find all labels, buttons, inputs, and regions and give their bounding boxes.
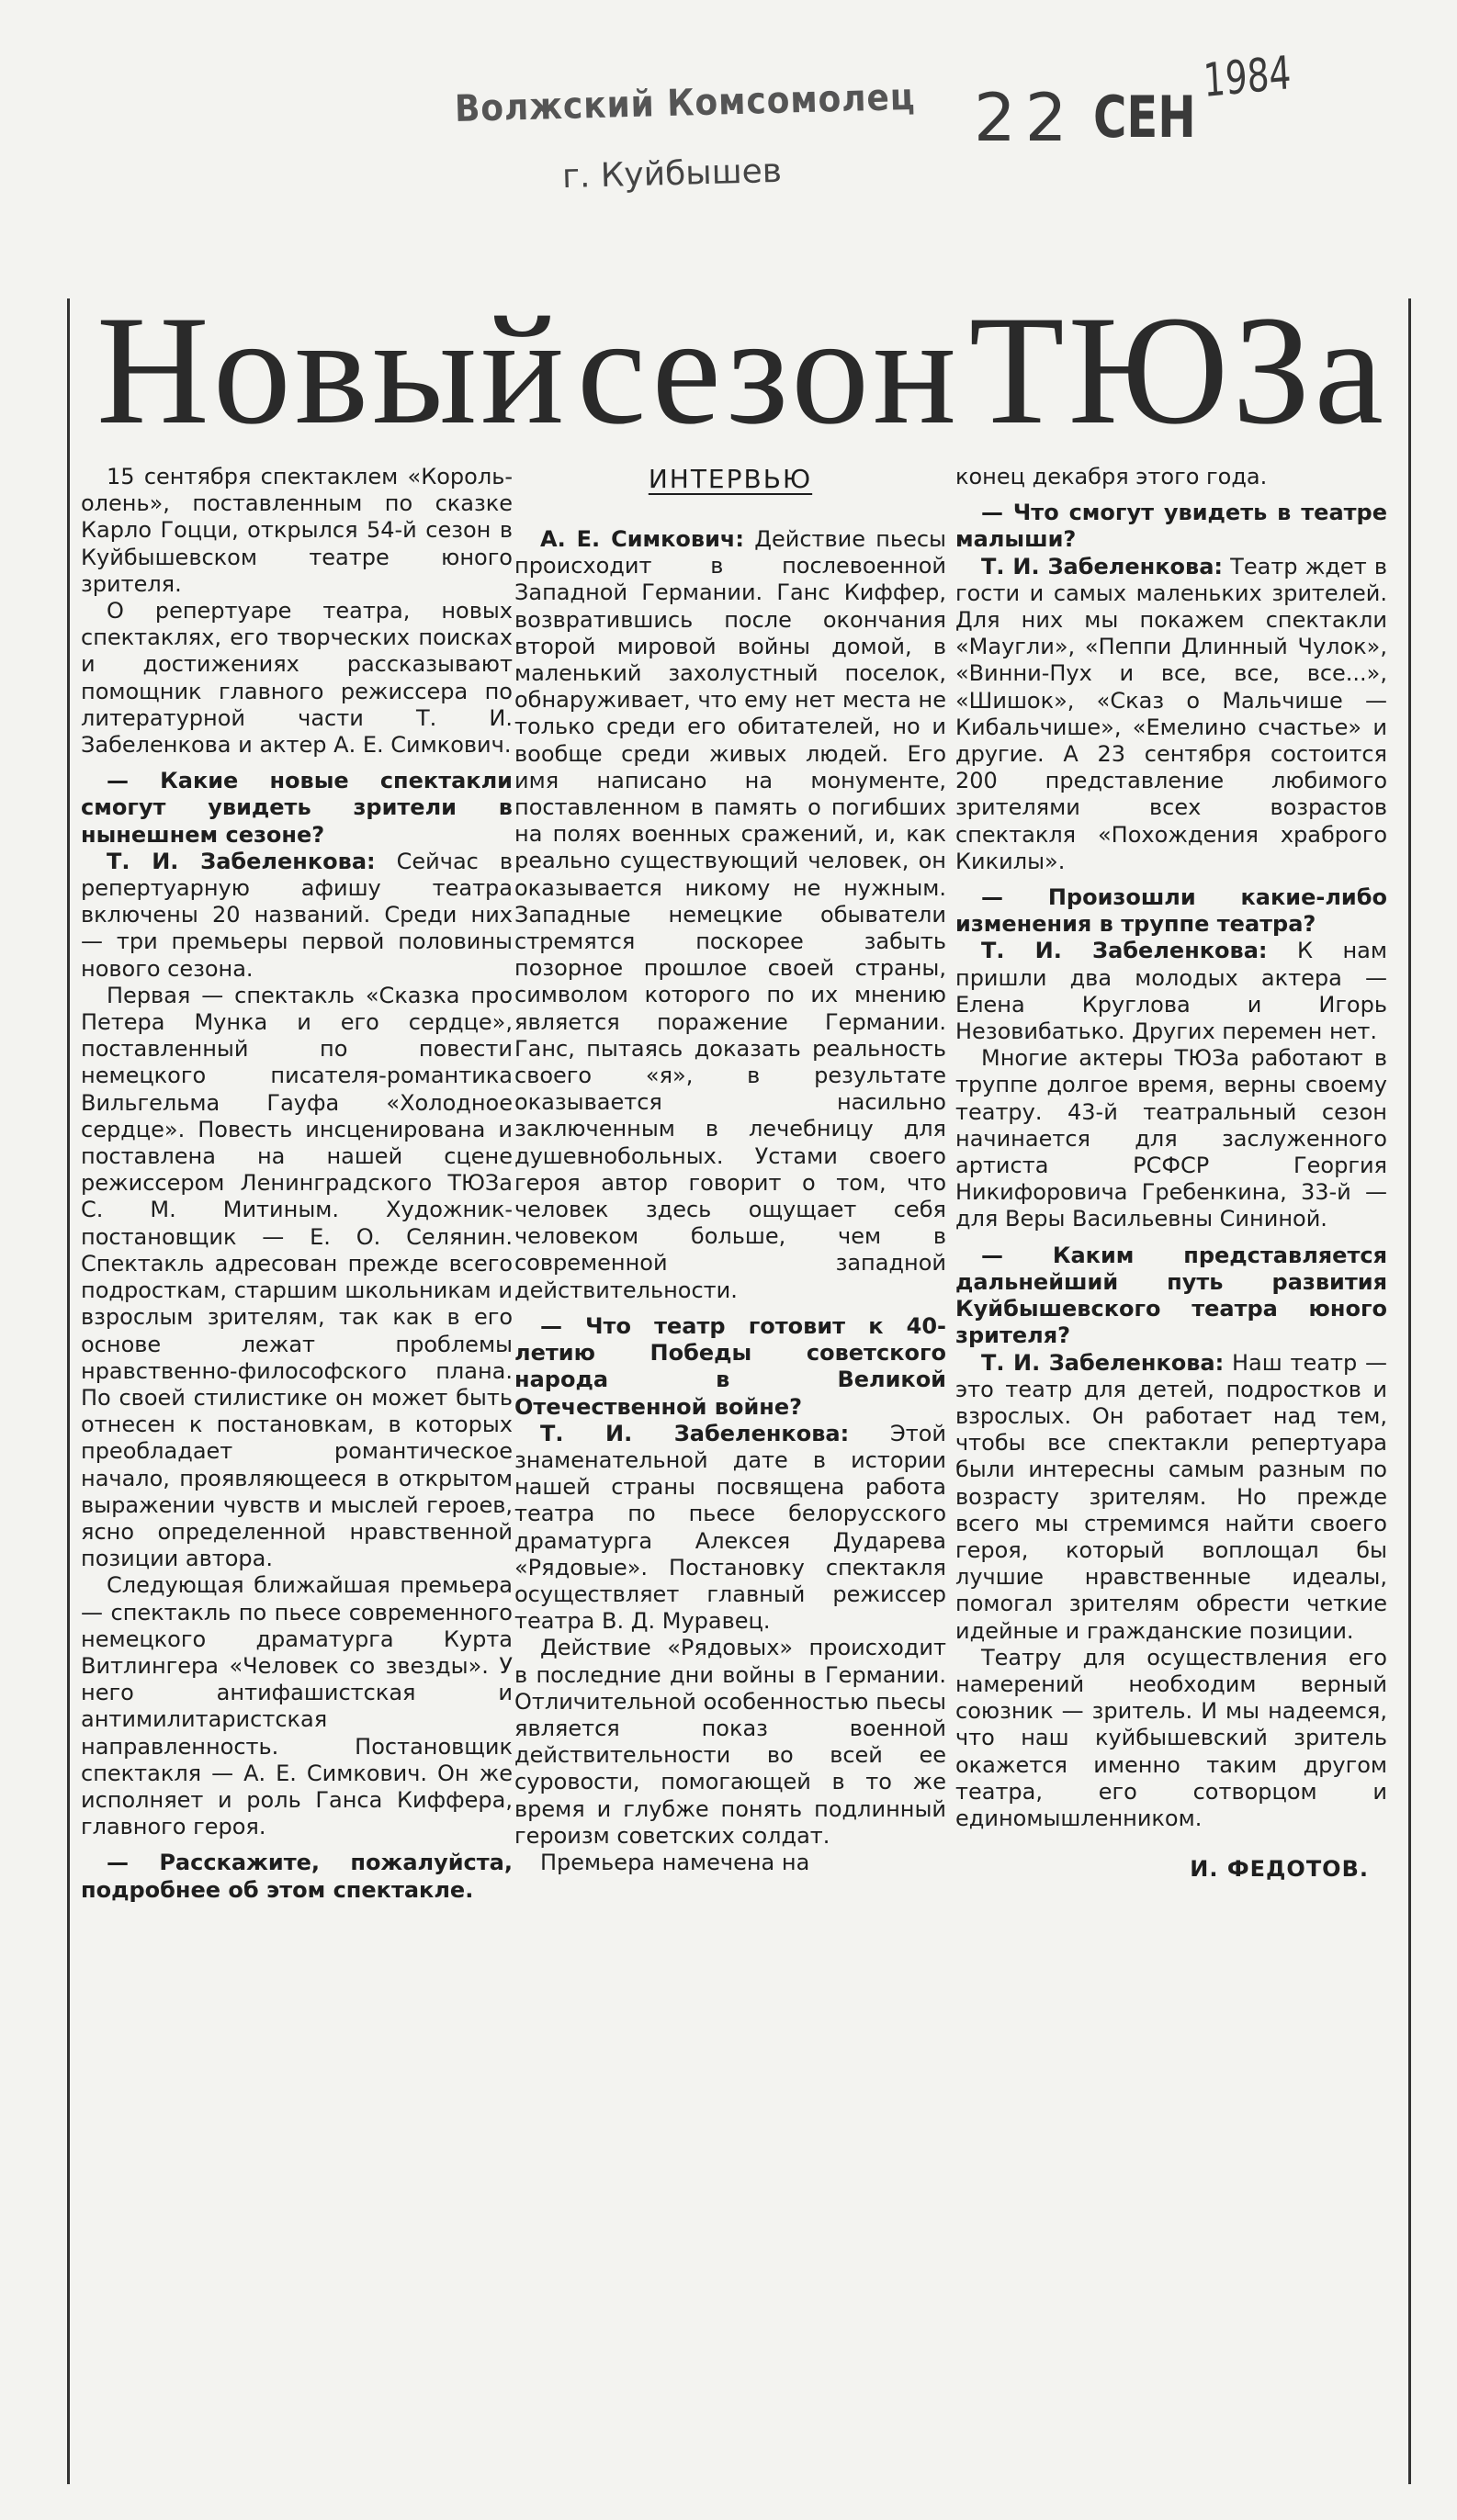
paragraph-text: конец декабря этого года. bbox=[955, 464, 1268, 489]
interview-question bbox=[81, 1850, 513, 1903]
paragraph-text: Сейчас в репертуарную афишу театра включены 20 названий. Среди них — три премьеры первой половины нового сезона. bbox=[81, 848, 513, 982]
paragraph-text: Премьера намечена на bbox=[540, 1849, 810, 1875]
paragraph-text: — Что театр готовит к 40-летию Победы советского народа в Великой Отечественной войне? bbox=[514, 1312, 946, 1420]
left-column-rule bbox=[67, 298, 70, 2484]
article-paragraph bbox=[81, 464, 513, 598]
paragraph-text: — Произошли какие-либо изменения в труппе театра? bbox=[955, 884, 1387, 938]
paragraph-text: Следующая ближайшая премьера — спектакль по пьесе современного немецкого драматурга Курта Витлингера «Человек со звезды». У него антифашистская и антимилитаристская направленность. Постановщик спектакля — А. Е. Симкович. Он же исполняет и роль Ганса Киффера, главного героя. bbox=[81, 1572, 513, 1840]
stamp-newspaper-name: Волжский Комсомолец bbox=[454, 75, 916, 130]
paragraph-text: — Расскажите, пожалуйста, подробнее об этом спектакле. bbox=[81, 1850, 513, 1903]
interview-question bbox=[955, 1243, 1387, 1350]
paragraph-text: Первая — спектакль «Сказка про Петера Мунка и его сердце», поставленный по повести немецкого писателя-романтика Вильгельма Гауфа «Холодное сердце». Повесть инсценирована и поставлена на нашей сцене режиссером Ленинградского ТЮЗа С. М. Митиным. Художник-постановщик — Е. О. Селянин. Спектакль адресован прежде всего подросткам, старшим школьникам и взрослым зрителям, так как в его основе лежат проблемы нравственно-философского плана. По своей стилистике он может быть отнесен к постановкам, в которых преобладает романтическое начало, проявляющееся в открытом выражении чувств и мыслей героев, ясно определенной нравственной позиции автора. bbox=[81, 982, 513, 1572]
article-paragraph bbox=[955, 464, 1387, 490]
paragraph-text: — Каким представляется дальнейший путь развития Куйбышевского театра юного зрителя? bbox=[955, 1242, 1387, 1349]
interview-question bbox=[514, 1313, 946, 1421]
paragraph-text: Этой знаменательной дате в истории нашей страны посвящена работа театра по пьесе белорусского драматурга Алексея Дударева «Рядовые». Постановку спектакля осуществляет главный режиссер театра В. Д. Муравец. bbox=[514, 1420, 946, 1635]
stamp-city: г. Куйбышев bbox=[561, 152, 783, 197]
speaker-name: Т. И. Забеленкова: bbox=[981, 553, 1223, 579]
paragraph-text: Театр ждет в гости и самых маленьких зрителей. Для них мы покажем спектакли «Маугли», «Пеппи Длинный Чулок», «Винни-Пух и все, все, все...», «Шишок», «Сказ о Мальчише — Кибальчише», «Емелино счастье» и другие. А 23 сентября состоится 200 представление любимого зрителями всех возрастов спектакля «Похождения храброго Кикилы». bbox=[955, 553, 1387, 874]
speaker-name: Т. И. Забеленкова: bbox=[981, 1349, 1225, 1376]
speaker-name: Т. И. Забеленкова: bbox=[107, 848, 376, 874]
paragraph-text: Действие «Рядовых» происходит в последние дни войны в Германии. Отличительной особенностью пьесы является показ военной действительности во всей ее суровости, помогающей в то же время и глубже понять подлинный героизм советских солдат. bbox=[514, 1635, 946, 1849]
article-paragraph bbox=[955, 1045, 1387, 1232]
headline-word: ТЮЗа bbox=[968, 284, 1387, 456]
stamp-day: 22 bbox=[974, 79, 1077, 156]
interview-question bbox=[955, 500, 1387, 553]
paragraph-text: Многие актеры ТЮЗа работают в труппе долгое время, верны своему театру. 43-й театральный сезон начинается для заслуженного артиста РСФСР Георгия Никифоровича Гребенкина, 33-й — для Веры Васильевны Сининой. bbox=[955, 1045, 1387, 1232]
article-paragraph bbox=[514, 1850, 946, 1876]
paragraph-text: Действие пьесы происходит в послевоенной Западной Германии. Ганс Киффер, возвратившись после окончания второй мировой войны домой, в маленький захолустный поселок, обнаруживает, что ему нет места не только среди его обитателей, но и вообще среди живых людей. Его имя написано на монументе, поставленном в память о погибших на полях военных сражений, и, как реально существующий человек, он оказывается никому не нужным. Западные немецкие обыватели стремятся поскорее забыть позорное прошлое своей страны, символом которого по их мнению является поражение Германии. Ганс, пытаясь доказать реальность своего «я», в результате оказывается насильно заключенным в лечебницу для душевнобольных. Устами своего героя автор говорит о том, что человек здесь ощущает себя человеком больше, чем в современной западной действительности. bbox=[514, 526, 946, 1303]
paragraph-text: Наш театр — это театр для детей, подростков и взрослых. Он работает над тем, чтобы все спектакли репертуара были интересны самым разным по возрасту зрителям. Но прежде всего мы стремимся найти своего героя, который воплощал бы лучшие нравственные идеалы, помогал зрителям обрести четкие идейные и гражданские позиции. bbox=[955, 1349, 1387, 1644]
article-column-1 bbox=[81, 464, 513, 1904]
article-paragraph bbox=[514, 1421, 946, 1636]
stamp-year: 1984 bbox=[1202, 46, 1293, 107]
paragraph-text: 15 сентября спектаклем «Король-олень», поставленным по сказке Карло Гоцци, открылся 54-й сезон в Куйбышевском театре юного зрителя. bbox=[81, 464, 513, 597]
article-paragraph bbox=[514, 1635, 946, 1850]
right-column-rule bbox=[1408, 298, 1411, 2484]
speaker-name: А. Е. Симкович: bbox=[540, 526, 744, 552]
article-paragraph bbox=[955, 1645, 1387, 1832]
speaker-name: Т. И. Забеленкова: bbox=[540, 1420, 850, 1446]
interview-question bbox=[81, 768, 513, 849]
article-paragraph bbox=[81, 1572, 513, 1840]
article-paragraph bbox=[955, 554, 1387, 875]
author-signature: И. ФЕДОТОВ. bbox=[1190, 1856, 1369, 1883]
paragraph-text: Театру для осуществления его намерений необходим верный союзник — зритель. И мы надеемся, что наш куйбышевский зритель окажется именно таким другом театра, его сотворцом и единомышленником. bbox=[955, 1644, 1387, 1831]
article-headline bbox=[96, 284, 1387, 456]
rubric-label: ИНТЕРВЬЮ bbox=[648, 464, 813, 494]
paragraph-text: К нам пришли два молодых актера — Елена Круглова и Игорь Незовибатько. Других перемен нет. bbox=[955, 938, 1387, 1045]
headline-word: сезон bbox=[576, 284, 961, 456]
article-column-3 bbox=[955, 464, 1387, 1883]
article-column-2 bbox=[514, 464, 946, 1876]
article-paragraph bbox=[955, 1350, 1387, 1645]
article-paragraph bbox=[955, 938, 1387, 1045]
paragraph-text: О репертуаре театра, новых спектаклях, его творческих поисках и достижениях рассказывают помощник главного режиссера по литературной части Т. И. Забеленкова и актер А. Е. Симкович. bbox=[81, 598, 513, 759]
interview-question bbox=[955, 884, 1387, 938]
speaker-name: Т. И. Забеленкова: bbox=[981, 938, 1268, 964]
article-paragraph bbox=[81, 983, 513, 1572]
article-paragraph bbox=[514, 526, 946, 1304]
article-paragraph bbox=[81, 849, 513, 983]
stamp-month: СЕН bbox=[1093, 84, 1196, 151]
article-paragraph bbox=[81, 598, 513, 759]
paragraph-text: — Что смогут увидеть в театре малыши? bbox=[955, 500, 1387, 553]
headline-word: Новый bbox=[96, 284, 569, 456]
paragraph-text: — Какие новые спектакли смогут увидеть зрители в нынешнем сезоне? bbox=[81, 768, 513, 848]
